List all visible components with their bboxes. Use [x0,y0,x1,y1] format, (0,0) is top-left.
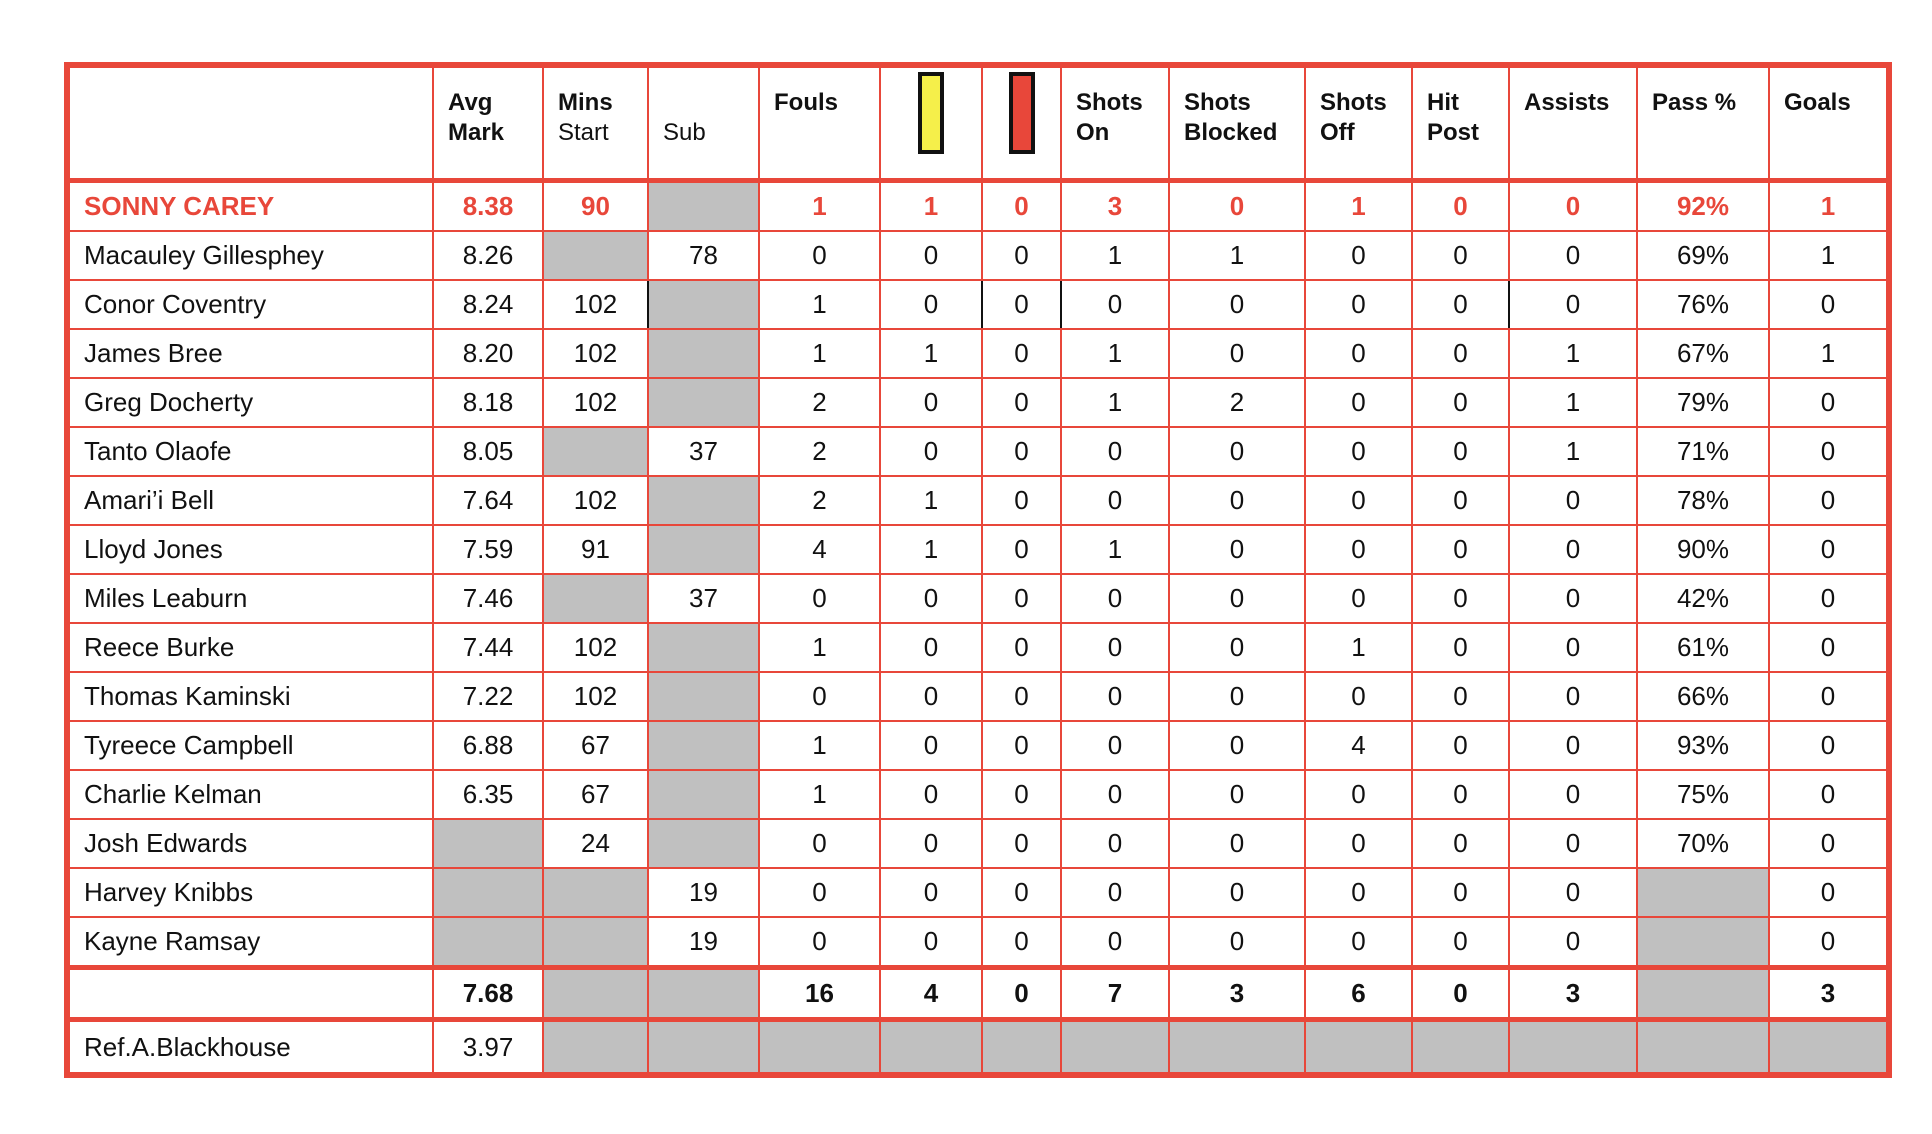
stat-yellow: 0 [880,427,982,476]
stat-pass-pct: 42% [1637,574,1769,623]
stat-assists: 0 [1509,721,1637,770]
stat-sub: 37 [648,427,759,476]
stat-shots-on: 0 [1061,427,1169,476]
referee-blank-cell [880,1020,982,1076]
stat-start: 90 [543,181,648,232]
stat-yellow: 0 [880,819,982,868]
stat-goals: 1 [1769,329,1889,378]
player-name: Macauley Gillesphey [67,231,433,280]
header-avg-mark: Avg Mark [433,65,543,181]
stat-sub: 37 [648,574,759,623]
stat-yellow: 0 [880,770,982,819]
stat-assists: 1 [1509,378,1637,427]
stat-goals: 0 [1769,917,1889,968]
player-row [67,181,1889,232]
stat-shots-blocked: 0 [1169,181,1305,232]
stat-sub [648,378,759,427]
stat-sub [648,721,759,770]
stat-hit-post: 0 [1412,427,1509,476]
stat-pass-pct: 79% [1637,378,1769,427]
stat-yellow: 0 [880,574,982,623]
stat-start: 102 [543,378,648,427]
player-row [67,770,1889,819]
stat-pass-pct: 66% [1637,672,1769,721]
stat-avg: 7.46 [433,574,543,623]
stat-red: 0 [982,476,1061,525]
stat-pass-pct: 67% [1637,329,1769,378]
stat-fouls: 2 [759,476,880,525]
header-mins-sub: Sub [648,65,759,181]
referee-blank-cell [543,1020,648,1076]
player-row [67,819,1889,868]
stat-hit-post: 0 [1412,378,1509,427]
stat-start: 102 [543,672,648,721]
stat-pass-pct: 75% [1637,770,1769,819]
header-yellow-card [880,65,982,181]
totals-row [67,968,1889,1020]
player-row [67,378,1889,427]
stat-red: 0 [982,917,1061,968]
total-start [543,968,648,1020]
stat-red: 0 [982,329,1061,378]
stat-fouls: 0 [759,868,880,917]
stat-hit-post: 0 [1412,868,1509,917]
stat-shots-on: 0 [1061,721,1169,770]
player-row [67,917,1889,968]
stat-red: 0 [982,181,1061,232]
stat-red: 0 [982,280,1061,329]
stat-fouls: 2 [759,378,880,427]
stat-assists: 0 [1509,280,1637,329]
total-goals: 3 [1769,968,1889,1020]
stat-pass-pct [1637,868,1769,917]
player-row [67,525,1889,574]
stat-avg [433,868,543,917]
referee-avg-mark: 3.97 [433,1020,543,1076]
stat-shots-on: 0 [1061,672,1169,721]
player-name: SONNY CAREY [67,181,433,232]
totals-label [67,968,433,1020]
referee-blank-cell [1305,1020,1412,1076]
stat-shots-on: 0 [1061,623,1169,672]
stat-shots-off: 0 [1305,329,1412,378]
stat-shots-off: 0 [1305,868,1412,917]
stat-shots-blocked: 0 [1169,917,1305,968]
stat-avg: 7.59 [433,525,543,574]
referee-blank-cell [1637,1020,1769,1076]
stat-avg: 6.88 [433,721,543,770]
stat-shots-blocked: 0 [1169,427,1305,476]
stat-shots-on: 0 [1061,280,1169,329]
header-shots-on: Shots On [1061,65,1169,181]
stat-goals: 0 [1769,623,1889,672]
stat-hit-post: 0 [1412,672,1509,721]
stat-goals: 0 [1769,721,1889,770]
header-goals: Goals [1769,65,1889,181]
stat-red: 0 [982,672,1061,721]
stat-sub [648,623,759,672]
stat-sub [648,476,759,525]
stat-shots-on: 0 [1061,917,1169,968]
stat-yellow: 0 [880,868,982,917]
stat-start: 102 [543,623,648,672]
header-shots-off: Shots Off [1305,65,1412,181]
stat-red: 0 [982,623,1061,672]
stat-shots-off: 0 [1305,378,1412,427]
stat-avg: 8.38 [433,181,543,232]
stat-shots-on: 1 [1061,378,1169,427]
player-name: Josh Edwards [67,819,433,868]
stat-shots-on: 1 [1061,329,1169,378]
stat-pass-pct: 93% [1637,721,1769,770]
stat-sub: 19 [648,868,759,917]
stat-hit-post: 0 [1412,181,1509,232]
stat-avg: 7.64 [433,476,543,525]
stat-goals: 0 [1769,525,1889,574]
stat-shots-off: 1 [1305,623,1412,672]
stat-hit-post: 0 [1412,721,1509,770]
stat-hit-post: 0 [1412,917,1509,968]
stat-shots-off: 0 [1305,427,1412,476]
stat-shots-on: 0 [1061,476,1169,525]
stat-red: 0 [982,868,1061,917]
player-row [67,574,1889,623]
player-name: Amari’i Bell [67,476,433,525]
stat-assists: 0 [1509,525,1637,574]
player-name: Tyreece Campbell [67,721,433,770]
stat-start [543,917,648,968]
stat-red: 0 [982,721,1061,770]
stat-shots-off: 0 [1305,280,1412,329]
stat-avg [433,917,543,968]
stat-shots-blocked: 0 [1169,672,1305,721]
player-row [67,427,1889,476]
total-avg: 7.68 [433,968,543,1020]
stat-goals: 0 [1769,476,1889,525]
total-pass-pct [1637,968,1769,1020]
stat-pass-pct: 69% [1637,231,1769,280]
stat-shots-off: 0 [1305,672,1412,721]
stat-fouls: 1 [759,329,880,378]
stat-shots-blocked: 0 [1169,819,1305,868]
stat-pass-pct: 71% [1637,427,1769,476]
stat-avg: 7.44 [433,623,543,672]
stat-sub [648,329,759,378]
stat-shots-off: 0 [1305,476,1412,525]
stat-red: 0 [982,525,1061,574]
stat-start [543,868,648,917]
stat-hit-post: 0 [1412,770,1509,819]
stat-sub [648,181,759,232]
total-assists: 3 [1509,968,1637,1020]
stat-shots-off: 0 [1305,231,1412,280]
stat-fouls: 2 [759,427,880,476]
stat-yellow: 0 [880,917,982,968]
player-name: Harvey Knibbs [67,868,433,917]
stat-sub [648,280,759,329]
referee-blank-cell [982,1020,1061,1076]
stat-shots-blocked: 0 [1169,721,1305,770]
stat-shots-on: 0 [1061,868,1169,917]
stat-goals: 0 [1769,770,1889,819]
stat-assists: 0 [1509,917,1637,968]
stat-assists: 0 [1509,868,1637,917]
stat-start: 102 [543,476,648,525]
stat-shots-off: 0 [1305,574,1412,623]
player-name: Greg Docherty [67,378,433,427]
stat-start: 24 [543,819,648,868]
header-shots-blocked: Shots Blocked [1169,65,1305,181]
player-name: Tanto Olaofe [67,427,433,476]
stat-avg: 8.26 [433,231,543,280]
stat-sub: 78 [648,231,759,280]
referee-blank-cell [648,1020,759,1076]
player-name: Charlie Kelman [67,770,433,819]
stat-red: 0 [982,427,1061,476]
player-ratings-table [64,62,1892,1078]
stat-pass-pct: 61% [1637,623,1769,672]
header-assists: Assists [1509,65,1637,181]
stat-shots-blocked: 0 [1169,329,1305,378]
stat-shots-on: 1 [1061,231,1169,280]
header-hit-post: Hit Post [1412,65,1509,181]
stat-shots-blocked: 0 [1169,623,1305,672]
stat-start: 91 [543,525,648,574]
stat-assists: 0 [1509,231,1637,280]
stat-fouls: 1 [759,770,880,819]
stat-fouls: 4 [759,525,880,574]
stat-hit-post: 0 [1412,280,1509,329]
stat-red: 0 [982,378,1061,427]
stat-shots-on: 0 [1061,770,1169,819]
stat-assists: 0 [1509,181,1637,232]
player-name: Lloyd Jones [67,525,433,574]
stat-goals: 0 [1769,672,1889,721]
stat-fouls: 1 [759,623,880,672]
player-name: Kayne Ramsay [67,917,433,968]
stat-sub [648,819,759,868]
stat-assists: 0 [1509,574,1637,623]
yellow-card-icon [918,72,944,154]
stat-pass-pct: 90% [1637,525,1769,574]
referee-name: Ref.A.Blackhouse [67,1020,433,1076]
total-shots-on: 7 [1061,968,1169,1020]
stat-assists: 0 [1509,623,1637,672]
player-row [67,329,1889,378]
stat-pass-pct: 92% [1637,181,1769,232]
stat-pass-pct [1637,917,1769,968]
stat-fouls: 0 [759,231,880,280]
stat-goals: 0 [1769,427,1889,476]
referee-blank-cell [1509,1020,1637,1076]
stat-shots-off: 0 [1305,770,1412,819]
stat-avg: 8.18 [433,378,543,427]
referee-blank-cell [1412,1020,1509,1076]
referee-blank-cell [1061,1020,1169,1076]
player-row [67,623,1889,672]
player-name: Conor Coventry [67,280,433,329]
header-pass-pct: Pass % [1637,65,1769,181]
stat-goals: 1 [1769,231,1889,280]
stat-start: 67 [543,721,648,770]
stat-shots-blocked: 0 [1169,868,1305,917]
stat-shots-on: 3 [1061,181,1169,232]
header-row [67,65,1889,181]
stat-sub [648,770,759,819]
stat-pass-pct: 78% [1637,476,1769,525]
stat-shots-blocked: 0 [1169,525,1305,574]
referee-blank-cell [1169,1020,1305,1076]
stat-red: 0 [982,574,1061,623]
stat-assists: 0 [1509,770,1637,819]
stat-start: 67 [543,770,648,819]
stat-assists: 0 [1509,819,1637,868]
stat-shots-off: 0 [1305,819,1412,868]
stat-shots-blocked: 0 [1169,476,1305,525]
stat-start [543,574,648,623]
stat-fouls: 1 [759,721,880,770]
player-name: Reece Burke [67,623,433,672]
stat-hit-post: 0 [1412,476,1509,525]
stat-fouls: 1 [759,181,880,232]
stat-hit-post: 0 [1412,623,1509,672]
stat-red: 0 [982,770,1061,819]
stat-avg: 8.05 [433,427,543,476]
stat-goals: 1 [1769,181,1889,232]
player-row [67,672,1889,721]
player-row [67,280,1889,329]
player-row [67,868,1889,917]
player-row [67,476,1889,525]
stat-start [543,427,648,476]
stat-hit-post: 0 [1412,525,1509,574]
total-shots-blocked: 3 [1169,968,1305,1020]
total-red: 0 [982,968,1061,1020]
referee-row [67,1020,1889,1076]
stat-avg: 8.20 [433,329,543,378]
total-shots-off: 6 [1305,968,1412,1020]
player-name: James Bree [67,329,433,378]
stat-shots-off: 4 [1305,721,1412,770]
stat-shots-blocked: 1 [1169,231,1305,280]
stat-sub [648,525,759,574]
header-fouls: Fouls [759,65,880,181]
stat-shots-off: 0 [1305,525,1412,574]
stat-yellow: 1 [880,329,982,378]
stat-yellow: 0 [880,623,982,672]
stat-start: 102 [543,329,648,378]
player-name: Thomas Kaminski [67,672,433,721]
stat-pass-pct: 70% [1637,819,1769,868]
stat-hit-post: 0 [1412,231,1509,280]
stat-shots-blocked: 2 [1169,378,1305,427]
stat-assists: 0 [1509,476,1637,525]
stat-yellow: 1 [880,476,982,525]
stat-hit-post: 0 [1412,329,1509,378]
stat-goals: 0 [1769,574,1889,623]
stat-assists: 1 [1509,427,1637,476]
player-row [67,231,1889,280]
header-red-card [982,65,1061,181]
stat-avg: 6.35 [433,770,543,819]
stat-yellow: 0 [880,721,982,770]
stat-shots-off: 0 [1305,917,1412,968]
stat-yellow: 1 [880,181,982,232]
stat-red: 0 [982,819,1061,868]
stat-shots-on: 1 [1061,525,1169,574]
stat-yellow: 0 [880,280,982,329]
header-mins-start: Mins Start [543,65,648,181]
stat-hit-post: 0 [1412,574,1509,623]
stat-fouls: 1 [759,280,880,329]
total-yellow: 4 [880,968,982,1020]
stat-yellow: 0 [880,231,982,280]
player-name: Miles Leaburn [67,574,433,623]
player-row [67,721,1889,770]
stat-shots-blocked: 0 [1169,770,1305,819]
stat-assists: 0 [1509,672,1637,721]
stat-sub: 19 [648,917,759,968]
total-fouls: 16 [759,968,880,1020]
stat-red: 0 [982,231,1061,280]
stat-shots-off: 1 [1305,181,1412,232]
stat-pass-pct: 76% [1637,280,1769,329]
stat-sub [648,672,759,721]
stat-fouls: 0 [759,574,880,623]
stat-yellow: 0 [880,378,982,427]
stat-fouls: 0 [759,917,880,968]
stat-shots-on: 0 [1061,574,1169,623]
stat-fouls: 0 [759,672,880,721]
total-hit-post: 0 [1412,968,1509,1020]
stat-goals: 0 [1769,378,1889,427]
stat-shots-blocked: 0 [1169,280,1305,329]
stat-avg: 8.24 [433,280,543,329]
stat-assists: 1 [1509,329,1637,378]
stat-goals: 0 [1769,819,1889,868]
stat-fouls: 0 [759,819,880,868]
stat-goals: 0 [1769,868,1889,917]
stat-start [543,231,648,280]
stat-yellow: 0 [880,672,982,721]
stat-shots-on: 0 [1061,819,1169,868]
total-sub [648,968,759,1020]
stat-avg: 7.22 [433,672,543,721]
referee-blank-cell [1769,1020,1889,1076]
header-blank [67,65,433,181]
stat-start: 102 [543,280,648,329]
referee-blank-cell [759,1020,880,1076]
red-card-icon [1009,72,1035,154]
stat-goals: 0 [1769,280,1889,329]
stat-yellow: 1 [880,525,982,574]
stat-shots-blocked: 0 [1169,574,1305,623]
stat-avg [433,819,543,868]
stat-hit-post: 0 [1412,819,1509,868]
